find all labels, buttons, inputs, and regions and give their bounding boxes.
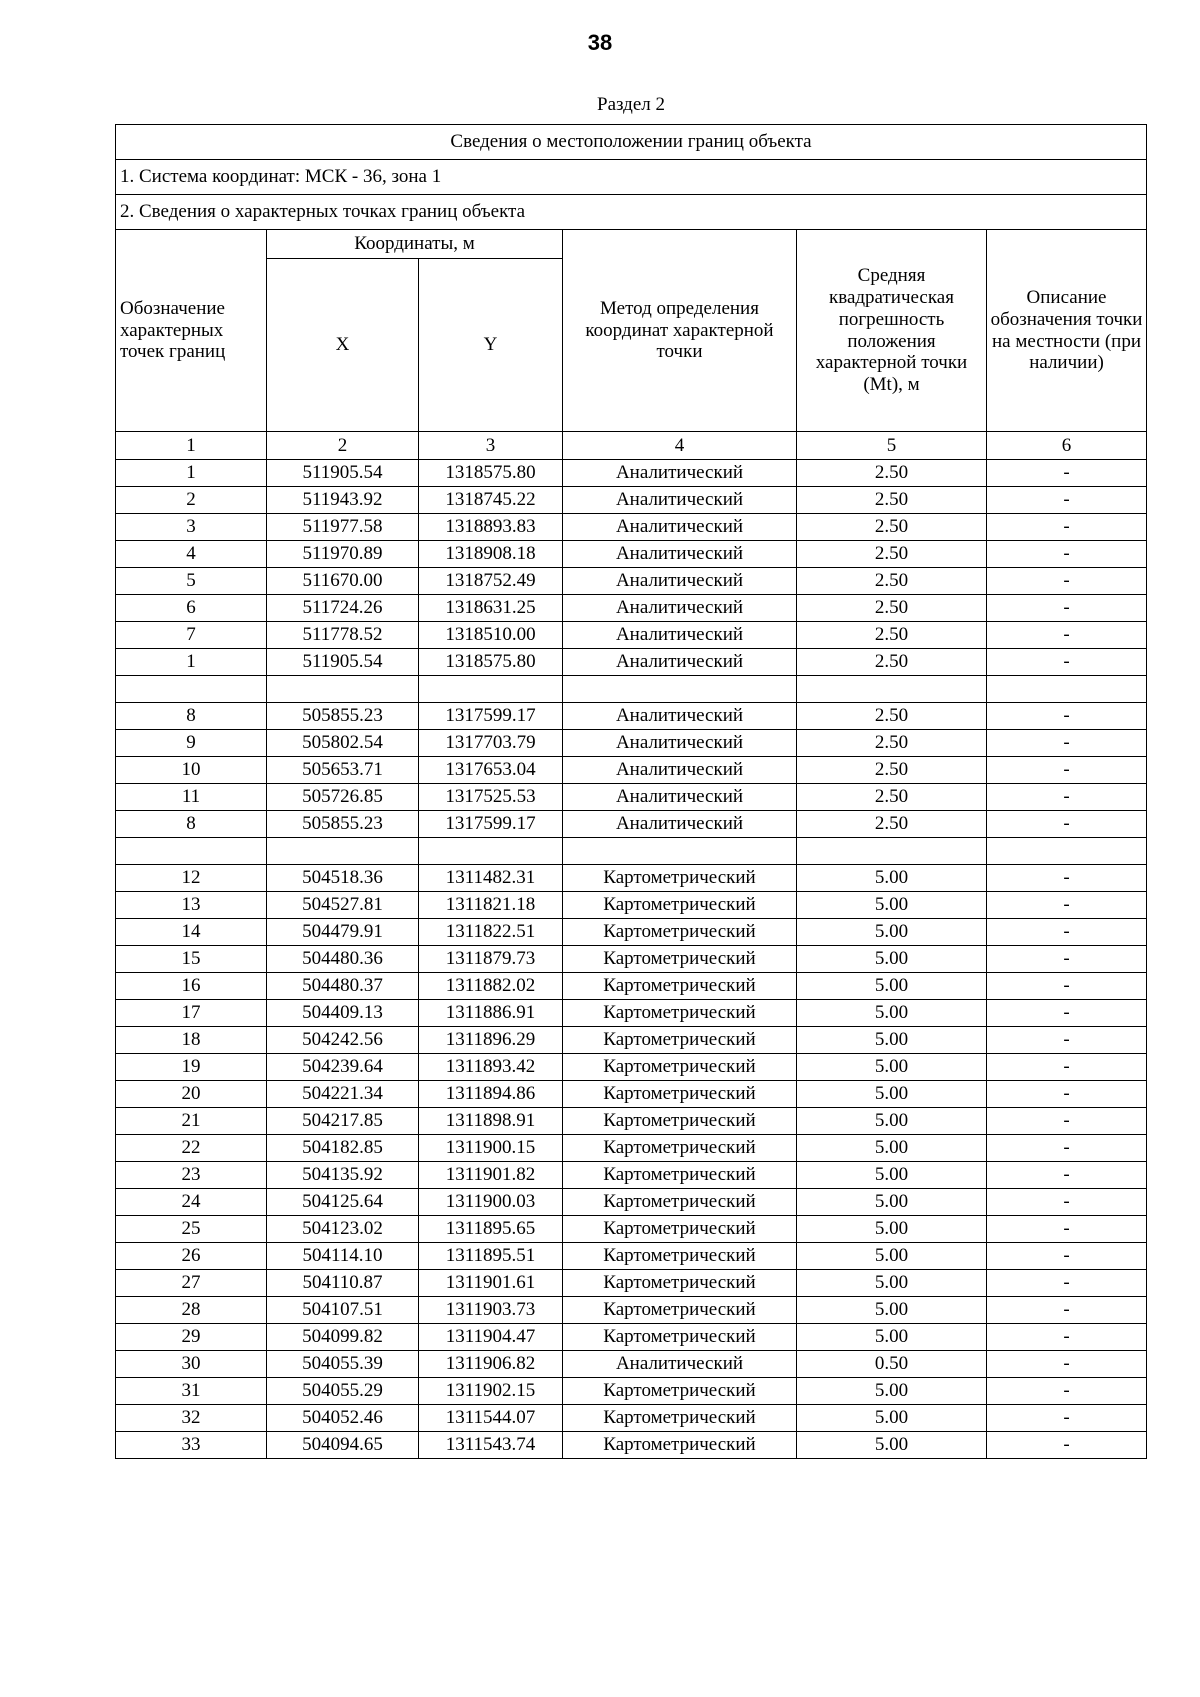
description-cell: - — [987, 1405, 1147, 1432]
error-cell: 5.00 — [797, 1108, 987, 1135]
point-number-cell: 11 — [116, 784, 267, 811]
point-number-cell: 21 — [116, 1108, 267, 1135]
x-coordinate-cell: 504099.82 — [267, 1324, 419, 1351]
description-cell: - — [987, 757, 1147, 784]
header-point: Обозначение характерных точек границ — [116, 230, 267, 432]
error-cell: 5.00 — [797, 973, 987, 1000]
method-cell: Картометрический — [563, 1162, 797, 1189]
y-coordinate-cell: 1311886.91 — [419, 1000, 563, 1027]
description-cell: - — [987, 811, 1147, 838]
table-row — [116, 1054, 1147, 1081]
table-row — [116, 568, 1147, 595]
description-cell: - — [987, 1216, 1147, 1243]
x-coordinate-cell: 511905.54 — [267, 649, 419, 676]
description-cell — [987, 838, 1147, 865]
x-coordinate-cell: 505855.23 — [267, 811, 419, 838]
x-coordinate-cell: 504221.34 — [267, 1081, 419, 1108]
point-number-cell: 20 — [116, 1081, 267, 1108]
method-cell: Аналитический — [563, 784, 797, 811]
description-cell: - — [987, 1135, 1147, 1162]
point-number-cell: 7 — [116, 622, 267, 649]
error-cell: 5.00 — [797, 1135, 987, 1162]
description-cell: - — [987, 784, 1147, 811]
column-number: 6 — [987, 432, 1147, 460]
method-cell: Аналитический — [563, 568, 797, 595]
section-label: Раздел 2 — [597, 94, 665, 115]
x-coordinate-cell: 511905.54 — [267, 460, 419, 487]
x-coordinate-cell: 504480.37 — [267, 973, 419, 1000]
error-cell: 5.00 — [797, 1000, 987, 1027]
x-coordinate-cell: 504123.02 — [267, 1216, 419, 1243]
table-row — [116, 649, 1147, 676]
method-cell: Картометрический — [563, 973, 797, 1000]
error-cell: 2.50 — [797, 514, 987, 541]
header-coords: Координаты, м — [267, 230, 563, 259]
table-row — [116, 811, 1147, 838]
x-coordinate-cell — [267, 676, 419, 703]
method-cell: Аналитический — [563, 622, 797, 649]
table-row — [116, 1378, 1147, 1405]
x-coordinate-cell: 504239.64 — [267, 1054, 419, 1081]
method-cell: Картометрический — [563, 946, 797, 973]
point-number-cell: 15 — [116, 946, 267, 973]
column-number: 2 — [267, 432, 419, 460]
x-coordinate-cell: 504114.10 — [267, 1243, 419, 1270]
x-coordinate-cell: 504479.91 — [267, 919, 419, 946]
y-coordinate-cell: 1311906.82 — [419, 1351, 563, 1378]
error-cell: 5.00 — [797, 1270, 987, 1297]
header-y: Y — [419, 259, 563, 432]
column-number: 1 — [116, 432, 267, 460]
y-coordinate-cell: 1311822.51 — [419, 919, 563, 946]
x-coordinate-cell: 504480.36 — [267, 946, 419, 973]
method-cell: Картометрический — [563, 865, 797, 892]
header-error: Средняя квадратическая погрешность положения характерной точки (Mt), м — [797, 230, 987, 432]
y-coordinate-cell: 1317703.79 — [419, 730, 563, 757]
x-coordinate-cell: 504055.39 — [267, 1351, 419, 1378]
error-cell: 2.50 — [797, 595, 987, 622]
table-row — [116, 1000, 1147, 1027]
point-number-cell: 30 — [116, 1351, 267, 1378]
description-cell: - — [987, 1000, 1147, 1027]
error-cell: 5.00 — [797, 1162, 987, 1189]
description-cell: - — [987, 730, 1147, 757]
method-cell — [563, 676, 797, 703]
y-coordinate-cell: 1311482.31 — [419, 865, 563, 892]
description-cell: - — [987, 460, 1147, 487]
x-coordinate-cell: 504242.56 — [267, 1027, 419, 1054]
method-cell: Аналитический — [563, 757, 797, 784]
point-number-cell: 2 — [116, 487, 267, 514]
x-coordinate-cell: 505726.85 — [267, 784, 419, 811]
table-title: Сведения о местоположении границ объекта — [116, 125, 1147, 160]
error-cell: 5.00 — [797, 1378, 987, 1405]
table-row — [116, 1135, 1147, 1162]
x-coordinate-cell: 504135.92 — [267, 1162, 419, 1189]
point-number-cell: 3 — [116, 514, 267, 541]
method-cell: Картометрический — [563, 1216, 797, 1243]
method-cell: Аналитический — [563, 1351, 797, 1378]
method-cell: Аналитический — [563, 811, 797, 838]
error-cell: 2.50 — [797, 568, 987, 595]
method-cell: Картометрический — [563, 1081, 797, 1108]
description-cell: - — [987, 1351, 1147, 1378]
description-cell: - — [987, 703, 1147, 730]
error-cell: 2.50 — [797, 811, 987, 838]
y-coordinate-cell: 1318745.22 — [419, 487, 563, 514]
y-coordinate-cell: 1311821.18 — [419, 892, 563, 919]
error-cell: 2.50 — [797, 487, 987, 514]
point-number-cell: 1 — [116, 649, 267, 676]
error-cell: 5.00 — [797, 1054, 987, 1081]
method-cell: Картометрический — [563, 1405, 797, 1432]
y-coordinate-cell: 1317599.17 — [419, 811, 563, 838]
description-cell: - — [987, 568, 1147, 595]
table-row — [116, 1027, 1147, 1054]
method-cell: Картометрический — [563, 1432, 797, 1459]
y-coordinate-cell: 1318575.80 — [419, 460, 563, 487]
table-row — [116, 973, 1147, 1000]
y-coordinate-cell: 1317599.17 — [419, 703, 563, 730]
table-row — [116, 1270, 1147, 1297]
y-coordinate-cell: 1318893.83 — [419, 514, 563, 541]
error-cell: 2.50 — [797, 649, 987, 676]
table-row — [116, 1108, 1147, 1135]
y-coordinate-cell: 1311900.15 — [419, 1135, 563, 1162]
description-cell: - — [987, 946, 1147, 973]
boundary-points-table — [115, 124, 1147, 1459]
x-coordinate-cell: 505855.23 — [267, 703, 419, 730]
y-coordinate-cell: 1311900.03 — [419, 1189, 563, 1216]
point-number-cell: 31 — [116, 1378, 267, 1405]
description-cell: - — [987, 649, 1147, 676]
method-cell: Аналитический — [563, 595, 797, 622]
error-cell: 5.00 — [797, 1189, 987, 1216]
description-cell: - — [987, 1162, 1147, 1189]
table-row — [116, 730, 1147, 757]
method-cell: Аналитический — [563, 541, 797, 568]
x-coordinate-cell: 511670.00 — [267, 568, 419, 595]
y-coordinate-cell: 1318575.80 — [419, 649, 563, 676]
x-coordinate-cell: 504518.36 — [267, 865, 419, 892]
error-cell — [797, 838, 987, 865]
y-coordinate-cell: 1311896.29 — [419, 1027, 563, 1054]
x-coordinate-cell: 504055.29 — [267, 1378, 419, 1405]
table-row — [116, 1189, 1147, 1216]
error-cell: 5.00 — [797, 1324, 987, 1351]
x-coordinate-cell: 504094.65 — [267, 1432, 419, 1459]
table-row — [116, 595, 1147, 622]
table-row — [116, 1324, 1147, 1351]
x-coordinate-cell: 504409.13 — [267, 1000, 419, 1027]
column-number: 5 — [797, 432, 987, 460]
table-row — [116, 892, 1147, 919]
y-coordinate-cell: 1318631.25 — [419, 595, 563, 622]
table-row — [116, 1405, 1147, 1432]
error-cell: 5.00 — [797, 1405, 987, 1432]
y-coordinate-cell: 1311894.86 — [419, 1081, 563, 1108]
y-coordinate-cell: 1311903.73 — [419, 1297, 563, 1324]
x-coordinate-cell: 511977.58 — [267, 514, 419, 541]
y-coordinate-cell: 1317525.53 — [419, 784, 563, 811]
table-row — [116, 757, 1147, 784]
description-cell: - — [987, 487, 1147, 514]
point-number-cell: 14 — [116, 919, 267, 946]
error-cell: 5.00 — [797, 1297, 987, 1324]
table-row — [116, 1216, 1147, 1243]
method-cell: Картометрический — [563, 1054, 797, 1081]
method-cell: Аналитический — [563, 703, 797, 730]
point-number-cell: 9 — [116, 730, 267, 757]
method-cell: Картометрический — [563, 892, 797, 919]
description-cell: - — [987, 622, 1147, 649]
point-number-cell: 17 — [116, 1000, 267, 1027]
error-cell: 2.50 — [797, 784, 987, 811]
table-row — [116, 676, 1147, 703]
y-coordinate-cell: 1311901.82 — [419, 1162, 563, 1189]
error-cell: 5.00 — [797, 1432, 987, 1459]
x-coordinate-cell: 505653.71 — [267, 757, 419, 784]
y-coordinate-cell: 1311893.42 — [419, 1054, 563, 1081]
points-heading-row: 2. Сведения о характерных точках границ объекта — [116, 195, 1147, 230]
description-cell: - — [987, 973, 1147, 1000]
column-number-row — [116, 432, 1147, 460]
y-coordinate-cell — [419, 838, 563, 865]
table-row — [116, 865, 1147, 892]
point-number-cell — [116, 838, 267, 865]
method-cell: Картометрический — [563, 1000, 797, 1027]
method-cell — [563, 838, 797, 865]
error-cell: 5.00 — [797, 946, 987, 973]
description-cell: - — [987, 1378, 1147, 1405]
table-row — [116, 541, 1147, 568]
x-coordinate-cell: 505802.54 — [267, 730, 419, 757]
x-coordinate-cell: 504527.81 — [267, 892, 419, 919]
x-coordinate-cell: 504182.85 — [267, 1135, 419, 1162]
y-coordinate-cell: 1311895.51 — [419, 1243, 563, 1270]
method-cell: Картометрический — [563, 1027, 797, 1054]
table-row — [116, 1081, 1147, 1108]
table-row — [116, 703, 1147, 730]
method-cell: Картометрический — [563, 1324, 797, 1351]
method-cell: Аналитический — [563, 487, 797, 514]
x-coordinate-cell: 511970.89 — [267, 541, 419, 568]
point-number-cell: 33 — [116, 1432, 267, 1459]
header-method: Метод определения координат характерной точки — [563, 230, 797, 432]
table-row — [116, 622, 1147, 649]
error-cell: 5.00 — [797, 1081, 987, 1108]
method-cell: Картометрический — [563, 919, 797, 946]
error-cell: 2.50 — [797, 703, 987, 730]
point-number-cell: 18 — [116, 1027, 267, 1054]
table-row — [116, 838, 1147, 865]
method-cell: Картометрический — [563, 1243, 797, 1270]
method-cell: Картометрический — [563, 1135, 797, 1162]
error-cell: 5.00 — [797, 1216, 987, 1243]
description-cell — [987, 676, 1147, 703]
description-cell: - — [987, 1297, 1147, 1324]
description-cell: - — [987, 1432, 1147, 1459]
point-number-cell: 23 — [116, 1162, 267, 1189]
point-number-cell: 25 — [116, 1216, 267, 1243]
x-coordinate-cell: 504217.85 — [267, 1108, 419, 1135]
description-cell: - — [987, 1081, 1147, 1108]
description-cell: - — [987, 1243, 1147, 1270]
description-cell: - — [987, 1270, 1147, 1297]
table-row — [116, 487, 1147, 514]
error-cell — [797, 676, 987, 703]
y-coordinate-cell: 1311544.07 — [419, 1405, 563, 1432]
point-number-cell: 22 — [116, 1135, 267, 1162]
error-cell: 2.50 — [797, 622, 987, 649]
header-x: X — [267, 259, 419, 432]
y-coordinate-cell: 1311902.15 — [419, 1378, 563, 1405]
table-row — [116, 1162, 1147, 1189]
header-description: Описание обозначения точки на местности (при наличии) — [987, 230, 1147, 432]
point-number-cell — [116, 676, 267, 703]
x-coordinate-cell: 504107.51 — [267, 1297, 419, 1324]
table-row — [116, 1432, 1147, 1459]
point-number-cell: 8 — [116, 703, 267, 730]
coord-system-row: 1. Система координат: МСК - 36, зона 1 — [116, 160, 1147, 195]
error-cell: 0.50 — [797, 1351, 987, 1378]
point-number-cell: 24 — [116, 1189, 267, 1216]
point-number-cell: 16 — [116, 973, 267, 1000]
point-number-cell: 27 — [116, 1270, 267, 1297]
column-number: 3 — [419, 432, 563, 460]
point-number-cell: 29 — [116, 1324, 267, 1351]
method-cell: Аналитический — [563, 649, 797, 676]
point-number-cell: 26 — [116, 1243, 267, 1270]
table-row — [116, 1351, 1147, 1378]
page-number: 38 — [587, 30, 613, 55]
error-cell: 2.50 — [797, 757, 987, 784]
y-coordinate-cell: 1311895.65 — [419, 1216, 563, 1243]
description-cell: - — [987, 1054, 1147, 1081]
table-row — [116, 460, 1147, 487]
method-cell: Картометрический — [563, 1270, 797, 1297]
y-coordinate-cell: 1318752.49 — [419, 568, 563, 595]
table-row — [116, 1297, 1147, 1324]
x-coordinate-cell: 511724.26 — [267, 595, 419, 622]
point-number-cell: 8 — [116, 811, 267, 838]
x-coordinate-cell — [267, 838, 419, 865]
description-cell: - — [987, 892, 1147, 919]
description-cell: - — [987, 1324, 1147, 1351]
description-cell: - — [987, 1108, 1147, 1135]
point-number-cell: 6 — [116, 595, 267, 622]
y-coordinate-cell: 1311904.47 — [419, 1324, 563, 1351]
x-coordinate-cell: 511778.52 — [267, 622, 419, 649]
point-number-cell: 4 — [116, 541, 267, 568]
table-row — [116, 514, 1147, 541]
column-number: 4 — [563, 432, 797, 460]
point-number-cell: 32 — [116, 1405, 267, 1432]
error-cell: 2.50 — [797, 730, 987, 757]
y-coordinate-cell: 1311543.74 — [419, 1432, 563, 1459]
description-cell: - — [987, 919, 1147, 946]
y-coordinate-cell: 1317653.04 — [419, 757, 563, 784]
method-cell: Картометрический — [563, 1297, 797, 1324]
error-cell: 2.50 — [797, 541, 987, 568]
error-cell: 5.00 — [797, 1243, 987, 1270]
y-coordinate-cell — [419, 676, 563, 703]
description-cell: - — [987, 865, 1147, 892]
x-coordinate-cell: 511943.92 — [267, 487, 419, 514]
x-coordinate-cell: 504125.64 — [267, 1189, 419, 1216]
error-cell: 2.50 — [797, 460, 987, 487]
point-number-cell: 10 — [116, 757, 267, 784]
y-coordinate-cell: 1311898.91 — [419, 1108, 563, 1135]
y-coordinate-cell: 1318510.00 — [419, 622, 563, 649]
description-cell: - — [987, 1027, 1147, 1054]
point-number-cell: 13 — [116, 892, 267, 919]
point-number-cell: 28 — [116, 1297, 267, 1324]
table-row — [116, 1243, 1147, 1270]
method-cell: Аналитический — [563, 730, 797, 757]
x-coordinate-cell: 504052.46 — [267, 1405, 419, 1432]
point-number-cell: 12 — [116, 865, 267, 892]
x-coordinate-cell: 504110.87 — [267, 1270, 419, 1297]
error-cell: 5.00 — [797, 1027, 987, 1054]
description-cell: - — [987, 541, 1147, 568]
method-cell: Картометрический — [563, 1189, 797, 1216]
point-number-cell: 19 — [116, 1054, 267, 1081]
method-cell: Картометрический — [563, 1378, 797, 1405]
description-cell: - — [987, 595, 1147, 622]
y-coordinate-cell: 1318908.18 — [419, 541, 563, 568]
y-coordinate-cell: 1311882.02 — [419, 973, 563, 1000]
error-cell: 5.00 — [797, 892, 987, 919]
table-row — [116, 784, 1147, 811]
y-coordinate-cell: 1311901.61 — [419, 1270, 563, 1297]
point-number-cell: 5 — [116, 568, 267, 595]
table-row — [116, 946, 1147, 973]
method-cell: Аналитический — [563, 460, 797, 487]
description-cell: - — [987, 1189, 1147, 1216]
method-cell: Картометрический — [563, 1108, 797, 1135]
error-cell: 5.00 — [797, 919, 987, 946]
method-cell: Аналитический — [563, 514, 797, 541]
point-number-cell: 1 — [116, 460, 267, 487]
table-row — [116, 919, 1147, 946]
error-cell: 5.00 — [797, 865, 987, 892]
y-coordinate-cell: 1311879.73 — [419, 946, 563, 973]
description-cell: - — [987, 514, 1147, 541]
